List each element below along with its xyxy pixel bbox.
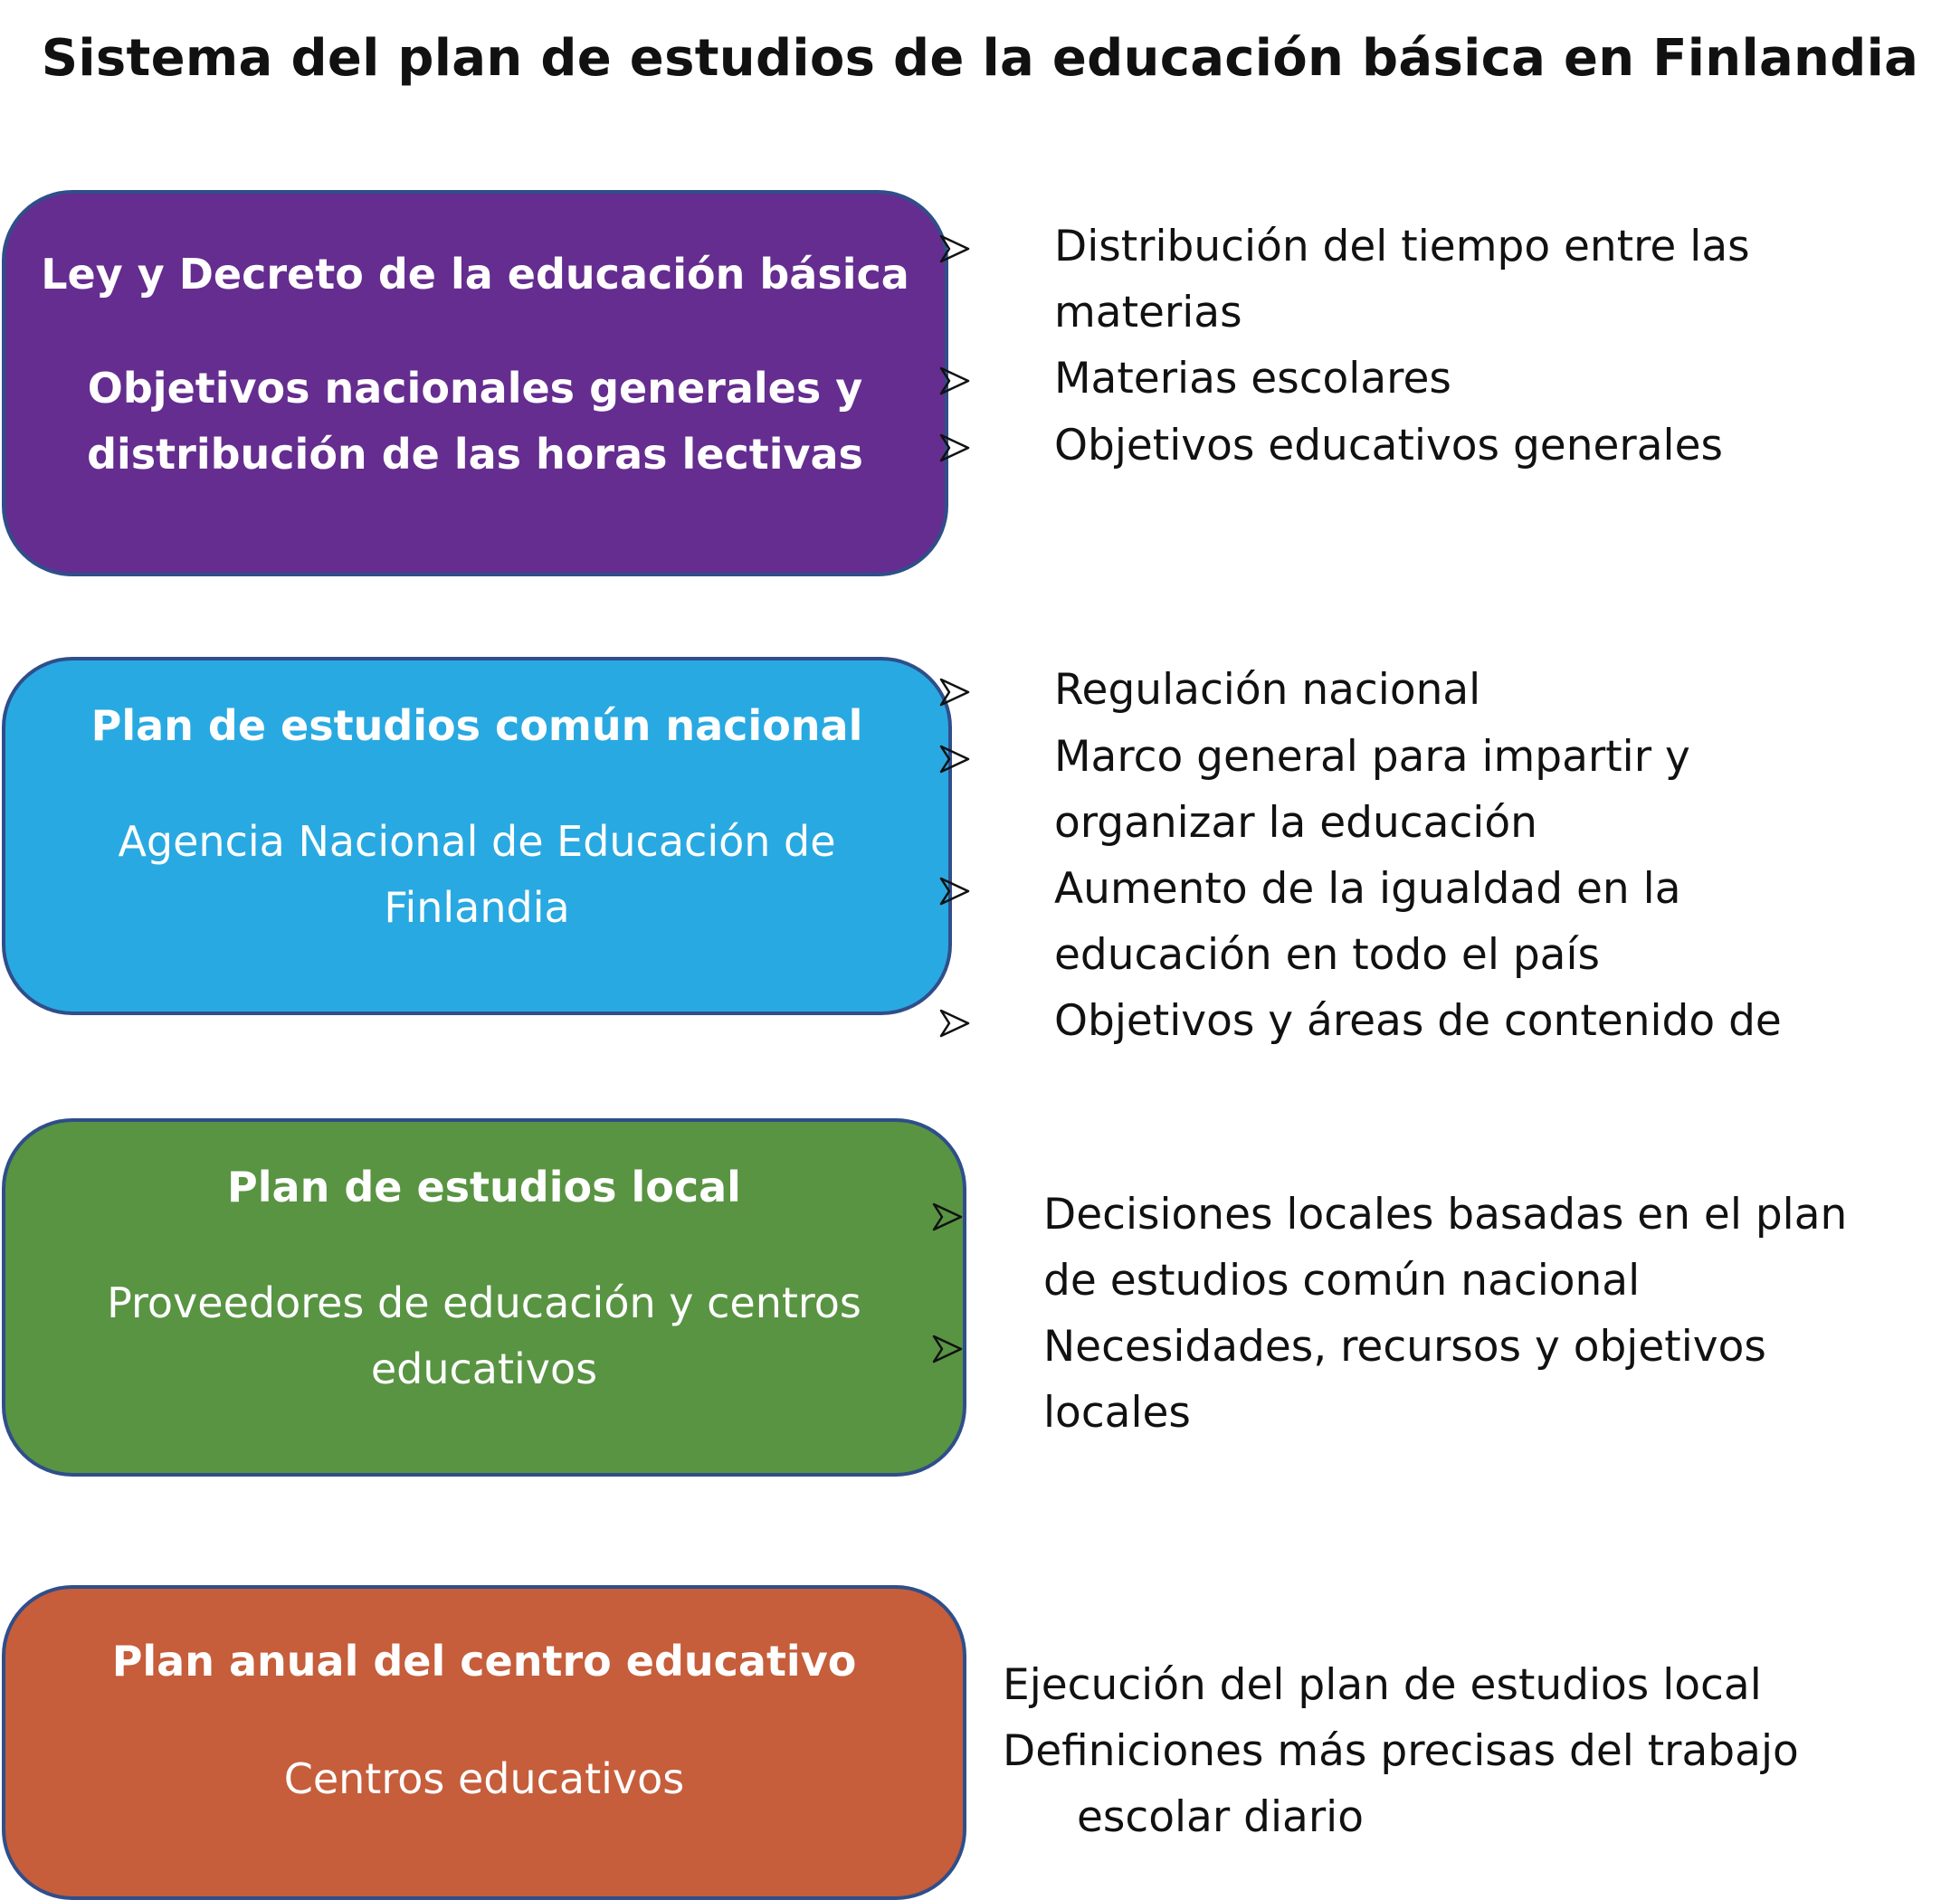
level-subheading-line: Centros educativos [283, 1754, 685, 1803]
arrowhead-bullet-icon [939, 366, 970, 396]
arrowhead-bullet-icon [939, 744, 970, 774]
arrowhead-bullet-icon [939, 876, 970, 907]
level-box-ley-decreto [2, 190, 948, 576]
level-subheading-line: Objetivos nacionales generales y [87, 364, 863, 413]
item-text-line: Regulación nacional [1054, 665, 1481, 715]
level-subheading-line: Proveedores de educación y centros [107, 1278, 861, 1327]
item-text-line: organizar la educación [1054, 798, 1537, 848]
item-text-line: Decisiones locales basadas en el plan [1043, 1190, 1848, 1240]
arrowhead-bullet-icon [939, 1008, 970, 1039]
arrowhead-bullet-icon [932, 1334, 963, 1364]
level-box-plan-anual [2, 1585, 966, 1900]
diagram-title: Sistema del plan de estudios de la educación básica en Finlandia [41, 29, 1919, 88]
item-text-line: escolar diario [1077, 1792, 1364, 1842]
level-subheading-line: educativos [370, 1344, 598, 1393]
level-box-plan-local [2, 1118, 966, 1477]
item-text-line: educación en todo el país [1054, 930, 1601, 980]
item-text-line: Definiciones más precisas del trabajo [1003, 1726, 1799, 1776]
level-subheading-line: Finlandia [384, 883, 570, 932]
item-text-line: locales [1043, 1388, 1191, 1438]
item-text-line: de estudios común nacional [1043, 1256, 1641, 1306]
arrowhead-bullet-icon [939, 677, 970, 708]
level-heading: Plan de estudios local [227, 1163, 741, 1211]
item-text-line: Aumento de la igualdad en la [1054, 864, 1681, 914]
level-subheading-line: Agencia Nacional de Educación de [118, 817, 836, 866]
arrowhead-bullet-icon [932, 1202, 963, 1232]
level-subheading-line: distribución de las horas lectivas [87, 430, 863, 479]
item-text-line: Ejecución del plan de estudios local [1003, 1660, 1762, 1710]
item-text-line: Objetivos educativos generales [1054, 421, 1723, 470]
level-heading: Plan de estudios común nacional [90, 701, 863, 750]
item-text-line: Distribución del tiempo entre las [1054, 222, 1750, 271]
item-text-line: materias [1054, 288, 1242, 337]
level-heading: Plan anual del centro educativo [111, 1637, 857, 1686]
arrowhead-bullet-icon [939, 233, 970, 264]
item-text-line: Materias escolares [1054, 354, 1451, 404]
level-heading: Ley y Decreto de la educación básica [41, 250, 909, 299]
level-box-plan-comun-nacional [2, 657, 952, 1015]
item-text-line: Marco general para impartir y [1054, 732, 1690, 782]
arrowhead-bullet-icon [939, 432, 970, 463]
item-text-line: Objetivos y áreas de contenido de [1054, 996, 1782, 1046]
item-text-line: Necesidades, recursos y objetivos [1043, 1322, 1766, 1372]
